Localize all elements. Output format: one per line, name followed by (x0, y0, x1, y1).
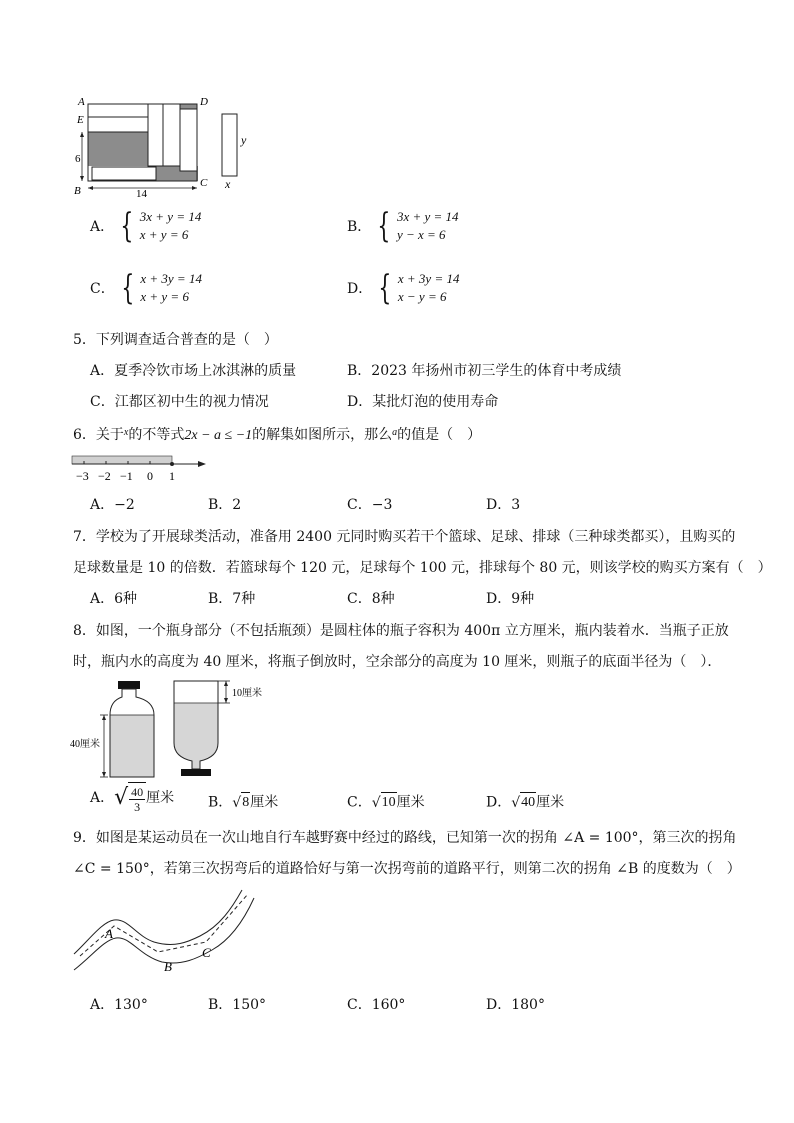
q9-stem-line2: ∠C = 150°，若第三次拐弯后的道路恰好与第一次拐弯前的道路平行，则第二次的拐角 ∠B 的度数为（ ） (73, 861, 741, 877)
label-fourteen: 14 (136, 188, 147, 200)
shaded-region (88, 132, 148, 166)
q6-option-a[interactable]: A．−2 (90, 497, 135, 513)
q9-stem-line1: 9．如图是某运动员在一次山地自行车越野赛中经过的路线，已知第一次的拐角 ∠A = 100°，第三次的拐角 (73, 830, 737, 846)
q6-stem: 6．关于$^x$的不等式2x − a ≤ −1的解集如图所示，那么$^a$的值是（ ） (73, 427, 482, 443)
tick-label: 1 (169, 469, 175, 483)
label-B: B (74, 185, 81, 197)
tick-label: −2 (98, 469, 111, 483)
label-10cm: 10厘米 (232, 688, 262, 699)
q8-option-b[interactable]: B． √ 8 厘米 (208, 792, 278, 813)
arrow-right-icon (198, 461, 206, 467)
q9-option-b[interactable]: B．150° (208, 997, 267, 1013)
label-A: A (105, 926, 113, 941)
q4-option-a[interactable]: A． { 3x + y = 14 x + y = 6 (90, 206, 202, 246)
label-D: D (200, 96, 208, 108)
label-C: C (202, 945, 211, 960)
q7-option-c[interactable]: C．8种 (347, 591, 395, 607)
q5-option-a[interactable]: A．夏季冷饮市场上冰淇淋的质量 (90, 363, 297, 379)
shaded-region (180, 104, 197, 109)
q4-figure (70, 92, 260, 200)
label-40cm: 40厘米 (70, 739, 100, 750)
q5-option-c[interactable]: C．江都区初中生的视力情况 (90, 394, 269, 410)
q7-option-a[interactable]: A．6种 (90, 591, 138, 607)
road-upper-edge (74, 890, 242, 954)
q5-option-b[interactable]: B．2023 年扬州市初三学生的体育中考成绩 (347, 363, 622, 379)
empty-space (175, 682, 218, 704)
label-C: C (200, 177, 208, 189)
tick-label: −1 (120, 469, 133, 483)
q4-option-b[interactable]: B． { 3x + y = 14 y − x = 6 (347, 206, 459, 246)
q8-stem-line1: 8．如图，一个瓶身部分（不包括瓶颈）是圆柱体的瓶子容积为 400π 立方厘米，瓶内装着水．当瓶子正放 (73, 623, 729, 639)
q7-stem-line2: 足球数量是 10 的倍数．若篮球每个 120 元，足球每个 100 元，排球每个 80 元，则该学校的购买方案有（ ） (73, 560, 772, 576)
tick-label: 0 (147, 469, 153, 483)
route-path (80, 894, 248, 956)
q7-option-d[interactable]: D．9种 (486, 591, 535, 607)
q6-option-c[interactable]: C．−3 (347, 497, 393, 513)
q9-road-figure (70, 884, 270, 984)
q4-option-c[interactable]: C． { x + 3y = 14 x + y = 6 (90, 268, 202, 308)
q9-option-d[interactable]: D．180° (486, 997, 545, 1013)
q8-option-a[interactable]: A． √ $\frac{40}{3}$ 厘米 (90, 782, 174, 814)
water-upright (111, 715, 154, 777)
label-x: x (225, 177, 231, 191)
label-A: A (78, 96, 85, 108)
q8-option-d[interactable]: D． √ 40 厘米 (486, 792, 564, 813)
label-y: y (241, 133, 247, 147)
q6-option-b[interactable]: B．2 (208, 497, 242, 513)
q5-option-d[interactable]: D．某批灯泡的使用寿命 (347, 394, 499, 410)
q5-stem: 5．下列调查适合普查的是（ ） (73, 332, 278, 348)
bottle-cap (181, 769, 211, 776)
q9-option-a[interactable]: A．130° (90, 997, 148, 1013)
number-line (70, 450, 210, 486)
label-six: 6 (75, 153, 81, 165)
bottle-cap (118, 681, 140, 689)
q8-option-c[interactable]: C． √ 10 厘米 (347, 792, 425, 813)
solution-shading (72, 456, 172, 464)
label-B: B (164, 959, 172, 974)
q6-option-d[interactable]: D．3 (486, 497, 521, 513)
label-E: E (77, 114, 84, 126)
tick-label: −3 (76, 469, 89, 483)
q8-stem-line2: 时，瓶内水的高度为 40 厘米，将瓶子倒放时，空余部分的高度为 10 厘米，则瓶子的底面半径为（ ）． (73, 654, 722, 670)
q7-stem-line1: 7．学校为了开展球类活动，准备用 2400 元同时购买若干个篮球、足球、排球（三种球类都买），且购买的 (73, 529, 736, 545)
q9-option-c[interactable]: C．160° (347, 997, 406, 1013)
q8-figure (70, 677, 300, 781)
q4-option-d[interactable]: D． { x + 3y = 14 x − y = 6 (347, 268, 460, 308)
endpoint-dot (170, 462, 174, 466)
q7-option-b[interactable]: B．7种 (208, 591, 256, 607)
unit-rectangle (222, 114, 237, 176)
